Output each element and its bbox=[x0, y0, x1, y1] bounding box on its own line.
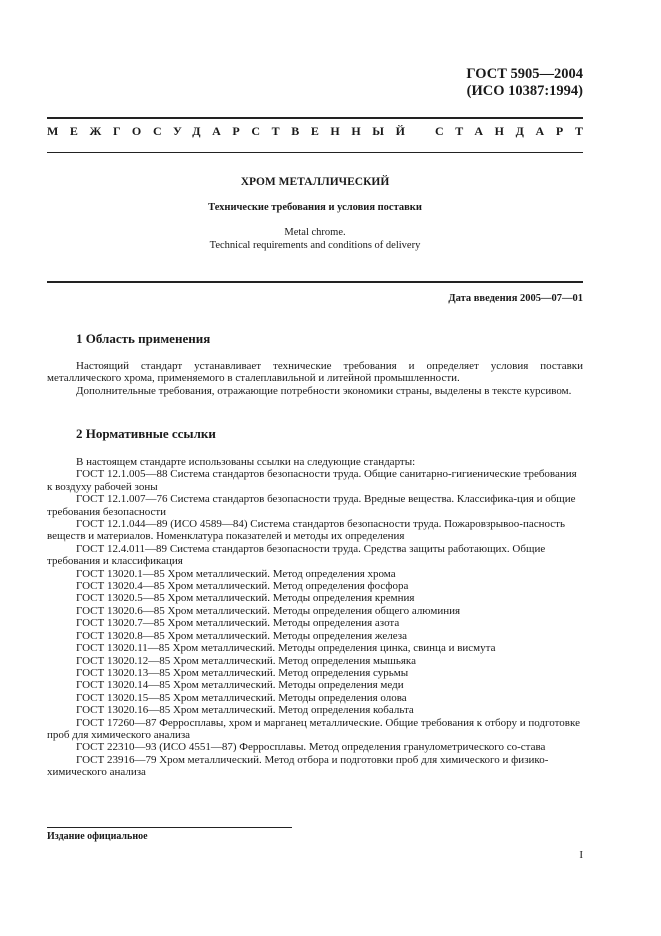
section-heading-scope: 1 Область применения bbox=[76, 331, 211, 346]
reference-title: Хром металлический. Метод определения хрома bbox=[167, 567, 396, 580]
interstate-word: МЕЖГОСУДАРСТВЕННЫЙ bbox=[47, 124, 417, 138]
interstate-standard-banner bbox=[47, 124, 595, 138]
reference-item bbox=[47, 630, 583, 642]
english-title bbox=[47, 226, 583, 252]
reference-title: Система стандартов безопасности труда. Общие санитарно-гигиенические требования к воздуху рабочей зоны bbox=[47, 468, 577, 493]
reference-code: ГОСТ 12.1.044—89 (ИСО 4589—84) bbox=[76, 518, 248, 531]
reference-code: ГОСТ 17260—87 bbox=[76, 716, 157, 729]
standard-word: СТАНДАРТ bbox=[435, 124, 595, 138]
paragraph: Дополнительные требования, отражающие потребности экономики страны, выделены в тексте курсивом. bbox=[76, 384, 572, 397]
reference-code: ГОСТ 12.1.005—88 bbox=[76, 468, 168, 481]
introduction-date: Дата введения 2005—07—01 bbox=[448, 293, 583, 304]
reference-code: ГОСТ 13020.7—85 bbox=[76, 617, 165, 630]
reference-item bbox=[47, 741, 583, 753]
document-number-block bbox=[466, 66, 583, 100]
footer-rule bbox=[47, 827, 292, 828]
section-references-body bbox=[47, 456, 583, 779]
top-rule bbox=[47, 117, 583, 119]
page-number: I bbox=[579, 849, 583, 861]
reference-item bbox=[47, 754, 583, 779]
reference-title: Хром металлический. Методы определения олова bbox=[172, 691, 407, 704]
reference-title: Хром металлический. Методы определения железа bbox=[167, 629, 407, 642]
reference-title: Хром металлический. Метод определения кобальта bbox=[172, 704, 414, 717]
reference-title: Хром металлический. Метод определения фосфора bbox=[167, 580, 409, 593]
reference-code: ГОСТ 13020.14—85 bbox=[76, 679, 171, 692]
iso-number: (ИСО 10387:1994) bbox=[466, 83, 583, 99]
reference-code: ГОСТ 22310—93 (ИСО 4551—87) bbox=[76, 741, 237, 754]
reference-code: ГОСТ 13020.4—85 bbox=[76, 580, 165, 593]
reference-item bbox=[47, 468, 583, 493]
reference-item bbox=[47, 580, 583, 592]
section-scope-body bbox=[47, 360, 583, 397]
reference-title: Хром металлический. Метод определения сурьмы bbox=[172, 666, 409, 679]
reference-code: ГОСТ 23916—79 bbox=[76, 753, 157, 766]
document-title: ХРОМ МЕТАЛЛИЧЕСКИЙ bbox=[240, 176, 390, 188]
reference-title: Хром металлический. Метод отбора и подготовки проб для химического и физико-химического анализа bbox=[47, 753, 549, 779]
reference-list bbox=[47, 468, 583, 778]
reference-code: ГОСТ 13020.15—85 bbox=[76, 691, 171, 704]
banner-rule bbox=[47, 152, 583, 153]
reference-title: Хром металлический. Методы определения азота bbox=[167, 617, 400, 630]
reference-item bbox=[47, 667, 583, 679]
english-title-line-1: Metal chrome. bbox=[284, 227, 346, 238]
reference-code: ГОСТ 12.4.011—89 bbox=[76, 542, 168, 555]
reference-code: ГОСТ 12.1.007—76 bbox=[76, 493, 168, 506]
reference-title: Система стандартов безопасности труда. Пожаровзрывоо-пасность веществ и материалов. Номенклатура показателей и методы их определения bbox=[47, 518, 565, 543]
section-heading-references: 2 Нормативные ссылки bbox=[76, 426, 216, 441]
reference-code: ГОСТ 13020.8—85 bbox=[76, 629, 165, 642]
english-title-line-2: Technical requirements and conditions of delivery bbox=[209, 240, 421, 251]
reference-item bbox=[47, 655, 583, 667]
reference-title: Система стандартов безопасности труда. Вредные вещества. Классифика-ция и общие требования безопасности bbox=[47, 493, 576, 518]
reference-code: ГОСТ 13020.11—85 bbox=[76, 642, 170, 655]
reference-item bbox=[47, 568, 583, 580]
reference-title: Хром металлический. Методы определения общего алюминия bbox=[167, 604, 461, 617]
reference-code: ГОСТ 13020.12—85 bbox=[76, 654, 171, 667]
reference-code: ГОСТ 13020.13—85 bbox=[76, 666, 171, 679]
reference-item bbox=[47, 605, 583, 617]
reference-item bbox=[47, 717, 583, 742]
reference-code: ГОСТ 13020.16—85 bbox=[76, 704, 171, 717]
reference-item bbox=[47, 518, 583, 543]
reference-title: Ферросплавы. Метод определения гранулометрического со-става bbox=[239, 741, 546, 754]
reference-title: Система стандартов безопасности труда. Средства защиты работающих. Общие требования и классификация bbox=[47, 542, 546, 568]
reference-item bbox=[47, 592, 583, 604]
reference-code: ГОСТ 13020.5—85 bbox=[76, 592, 165, 605]
reference-item bbox=[47, 617, 583, 629]
reference-title: Хром металлический. Методы определения цинка, свинца и висмута bbox=[172, 642, 496, 655]
reference-code: ГОСТ 13020.1—85 bbox=[76, 567, 165, 580]
official-edition-label: Издание официальное bbox=[47, 831, 148, 842]
reference-item bbox=[47, 704, 583, 716]
document-number: ГОСТ 5905—2004 bbox=[466, 66, 583, 82]
reference-item bbox=[47, 642, 583, 654]
reference-title: Хром металлический. Методы определения меди bbox=[172, 679, 404, 692]
reference-item bbox=[47, 543, 583, 568]
reference-item bbox=[47, 692, 583, 704]
document-subtitle: Технические требования и условия поставки bbox=[208, 202, 422, 213]
reference-code: ГОСТ 13020.6—85 bbox=[76, 604, 165, 617]
paragraph: Настоящий стандарт устанавливает технические требования и определяет условия поставки металлического хрома, применяемого в сталеплавильной и литейной промышленности. bbox=[47, 360, 583, 385]
reference-title: Хром металлический. Методы определения кремния bbox=[167, 592, 415, 605]
reference-item bbox=[47, 493, 583, 518]
reference-title: Хром металлический. Метод определения мышьяка bbox=[172, 654, 416, 667]
reference-item bbox=[47, 679, 583, 691]
title-rule bbox=[47, 281, 583, 283]
references-intro: В настоящем стандарте использованы ссылки на следующие стандарты: bbox=[76, 456, 416, 468]
reference-title: Ферросплавы, хром и марганец металлические. Общие требования к отбору и подготовке проб для химического анализа bbox=[47, 716, 580, 741]
